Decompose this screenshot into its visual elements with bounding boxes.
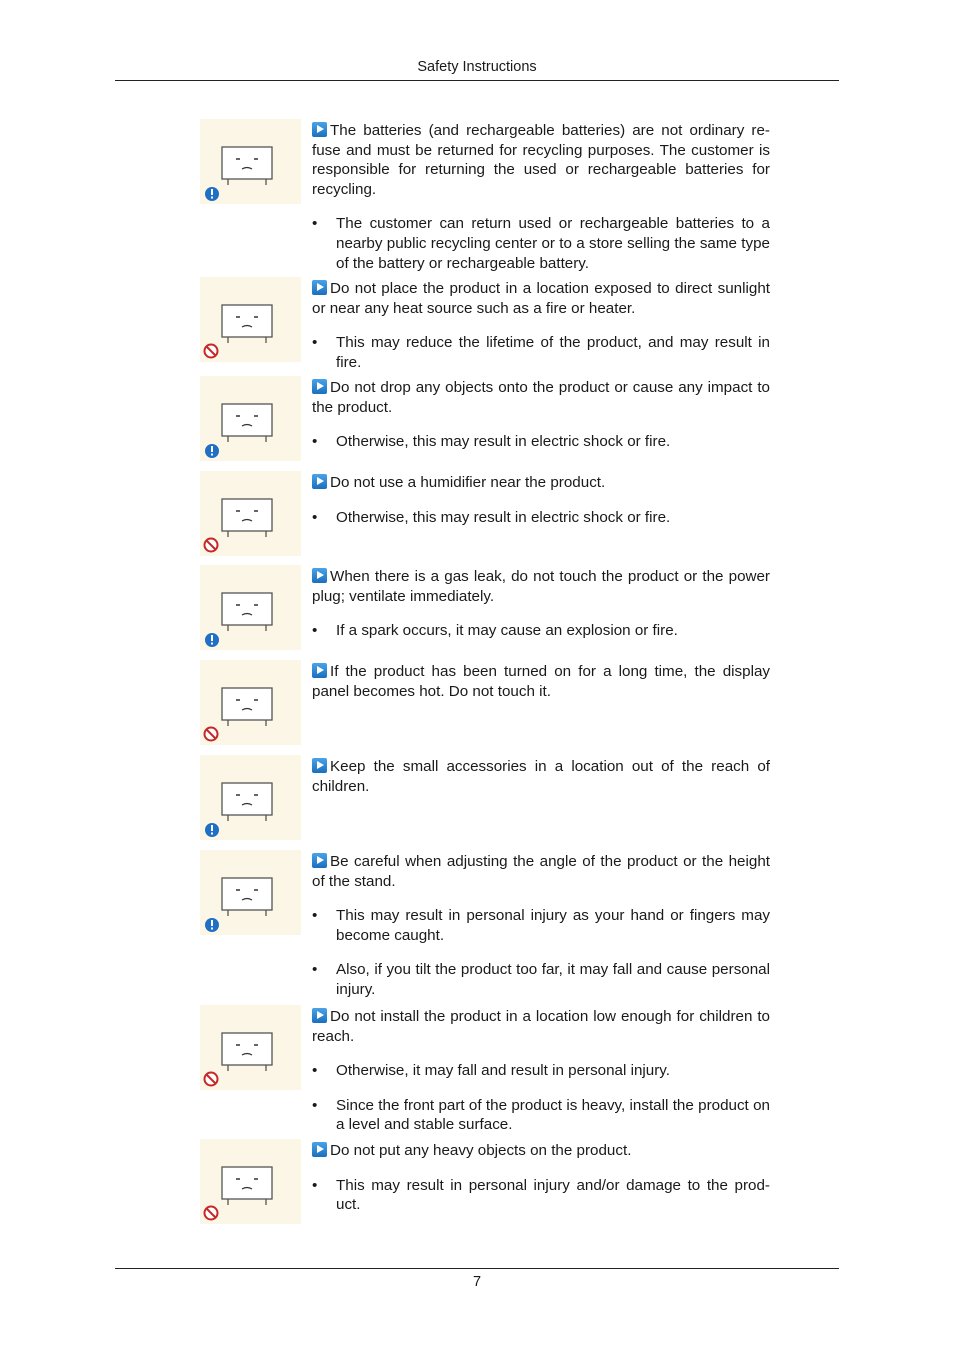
bullet-item: • Otherwise, this may result in electric shock or fire. xyxy=(312,432,770,452)
blue-arrow-icon xyxy=(312,1142,327,1157)
instruction-lead-text: Do not install the product in a location low enough for children to reach. xyxy=(312,1008,770,1045)
blue-arrow-icon xyxy=(312,663,327,678)
blue-arrow-icon xyxy=(312,379,327,394)
blue-arrow-icon xyxy=(312,280,327,295)
bullet-list xyxy=(312,333,770,372)
blue-arrow-icon xyxy=(312,758,327,773)
bullet-item: • Also, if you tilt the product too far, it may fall and cause personal injury. xyxy=(312,960,770,999)
instruction-lead-text: Do not place the product in a location exposed to direct sunlight or near any heat source such as a fire or heater. xyxy=(312,280,770,317)
instruction-lead-text: Do not use a humidifier near the product. xyxy=(330,474,606,491)
blue-arrow-icon xyxy=(312,1008,327,1023)
instruction-text xyxy=(312,757,770,796)
illustration-prohibited-icon xyxy=(200,1005,301,1090)
blue-arrow-icon xyxy=(312,122,327,137)
blue-arrow-icon xyxy=(312,568,327,583)
instruction-text xyxy=(312,378,770,467)
bullet-item: • This may result in personal injury as your hand or fingers may become caught. xyxy=(312,906,770,945)
instruction-lead xyxy=(312,378,770,417)
illustration-caution-icon xyxy=(200,565,301,650)
bullet-item: • Since the front part of the product is heavy, install the product on a level and stable surface. xyxy=(312,1096,770,1135)
bullet-item: • This may reduce the lifetime of the product, and may result in fire. xyxy=(312,333,770,372)
illustration-caution-icon xyxy=(200,755,301,840)
instruction-text xyxy=(312,662,770,701)
instruction-lead-text: If the product has been turned on for a long time, the display panel becomes hot. Do not touch it. xyxy=(312,663,770,700)
instruction-lead-text: Do not put any heavy objects on the product. xyxy=(330,1142,632,1159)
instruction-lead xyxy=(312,121,770,199)
instruction-lead xyxy=(312,1007,770,1046)
blue-arrow-icon xyxy=(312,853,327,868)
instruction-lead xyxy=(312,852,770,891)
instruction-lead xyxy=(312,757,770,796)
instruction-lead xyxy=(312,567,770,606)
instruction-lead xyxy=(312,662,770,701)
instruction-lead xyxy=(312,1141,770,1161)
page-header-title: Safety Instructions xyxy=(417,59,537,75)
instruction-text xyxy=(312,1141,770,1230)
bullet-item: • If a spark occurs, it may cause an explosion or fire. xyxy=(312,621,770,641)
header-rule xyxy=(115,80,839,81)
illustration-prohibited-icon xyxy=(200,660,301,745)
instruction-lead-text: Do not drop any objects onto the product or cause any impact to the product. xyxy=(312,379,770,416)
illustration-prohibited-icon xyxy=(200,471,301,556)
instruction-lead-text: The batteries (and rechargeable batteries) are not ordinary re-fuse and must be returned for recycling purposes. The customer is responsible for returning the used or rechargeable batteries for recycling. xyxy=(312,122,770,198)
bullet-list xyxy=(312,214,770,273)
instruction-text xyxy=(312,567,770,656)
illustration-caution-icon xyxy=(200,850,301,935)
bullet-item: • This may result in personal injury and/or damage to the prod-uct. xyxy=(312,1176,770,1215)
illustration-prohibited-icon xyxy=(200,1139,301,1224)
instruction-lead xyxy=(312,279,770,318)
bullet-list xyxy=(312,432,770,452)
instruction-lead xyxy=(312,473,770,493)
instruction-lead-text: Keep the small accessories in a location out of the reach of children. xyxy=(312,758,770,795)
footer-rule xyxy=(115,1268,839,1269)
bullet-item: • The customer can return used or rechargeable batteries to a nearby public recycling center or to a store selling the same type of the battery or rechargeable battery. xyxy=(312,214,770,273)
instruction-text xyxy=(312,279,770,387)
instruction-text xyxy=(312,1007,770,1150)
bullet-list xyxy=(312,621,770,641)
instruction-lead-text: When there is a gas leak, do not touch the product or the power plug; ventilate immediately. xyxy=(312,568,770,605)
bullet-list xyxy=(312,1061,770,1135)
bullet-list xyxy=(312,1176,770,1215)
page-number: 7 xyxy=(472,1274,482,1290)
illustration-caution-icon xyxy=(200,376,301,461)
blue-arrow-icon xyxy=(312,474,327,489)
instruction-text xyxy=(312,121,770,288)
instruction-text xyxy=(312,473,770,542)
bullet-list xyxy=(312,508,770,528)
instruction-text xyxy=(312,852,770,1015)
illustration-caution-icon xyxy=(200,119,301,204)
instruction-lead-text: Be careful when adjusting the angle of the product or the height of the stand. xyxy=(312,853,770,890)
bullet-item: • Otherwise, this may result in electric shock or fire. xyxy=(312,508,770,528)
bullet-list xyxy=(312,906,770,999)
illustration-prohibited-icon xyxy=(200,277,301,362)
bullet-item: • Otherwise, it may fall and result in personal injury. xyxy=(312,1061,770,1081)
